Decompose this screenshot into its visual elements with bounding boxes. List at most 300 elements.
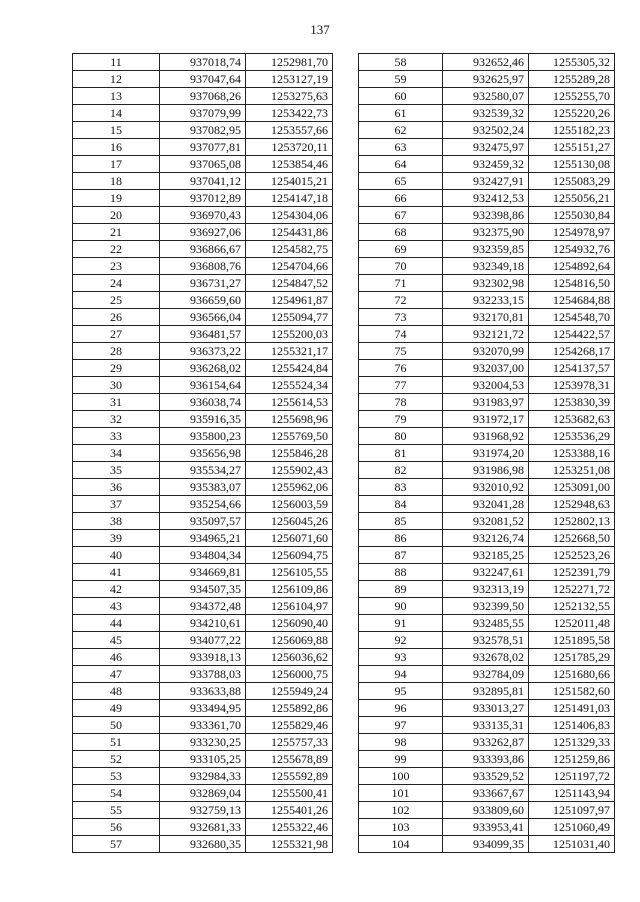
coordinate-y: 1256003,59 bbox=[246, 496, 333, 513]
table-row bbox=[73, 598, 333, 615]
point-number: 67 bbox=[359, 207, 443, 224]
coordinate-y: 1255902,43 bbox=[246, 462, 333, 479]
coordinate-x: 932359,85 bbox=[443, 241, 529, 258]
point-number: 75 bbox=[359, 343, 443, 360]
table-row bbox=[359, 564, 615, 581]
coordinate-x: 932580,07 bbox=[443, 88, 529, 105]
point-number: 46 bbox=[73, 649, 160, 666]
point-number: 23 bbox=[73, 258, 160, 275]
coordinate-y: 1255200,03 bbox=[246, 326, 333, 343]
coordinate-x: 934669,81 bbox=[160, 564, 246, 581]
coordinate-x: 932427,91 bbox=[443, 173, 529, 190]
point-number: 103 bbox=[359, 819, 443, 836]
point-number: 89 bbox=[359, 581, 443, 598]
table-row bbox=[359, 173, 615, 190]
table-row bbox=[359, 666, 615, 683]
coordinate-x: 936808,76 bbox=[160, 258, 246, 275]
coordinate-x: 931983,97 bbox=[443, 394, 529, 411]
coordinate-x: 932869,04 bbox=[160, 785, 246, 802]
point-number: 71 bbox=[359, 275, 443, 292]
coordinate-y: 1255614,53 bbox=[246, 394, 333, 411]
table-row bbox=[359, 258, 615, 275]
table-row bbox=[73, 530, 333, 547]
point-number: 11 bbox=[73, 54, 160, 71]
point-number: 20 bbox=[73, 207, 160, 224]
table-row bbox=[73, 768, 333, 785]
point-number: 59 bbox=[359, 71, 443, 88]
table-row bbox=[73, 632, 333, 649]
coordinate-y: 1255424,84 bbox=[246, 360, 333, 377]
table-row bbox=[359, 819, 615, 836]
coordinate-y: 1251680,66 bbox=[529, 666, 615, 683]
point-number: 80 bbox=[359, 428, 443, 445]
coordinate-y: 1253127,19 bbox=[246, 71, 333, 88]
table-row bbox=[73, 224, 333, 241]
table-row bbox=[359, 71, 615, 88]
table-row bbox=[73, 377, 333, 394]
coordinate-y: 1251329,33 bbox=[529, 734, 615, 751]
coordinate-y: 1253091,00 bbox=[529, 479, 615, 496]
point-number: 13 bbox=[73, 88, 160, 105]
point-number: 77 bbox=[359, 377, 443, 394]
coordinate-x: 932678,02 bbox=[443, 649, 529, 666]
coordinate-y: 1255255,70 bbox=[529, 88, 615, 105]
coordinate-x: 932247,61 bbox=[443, 564, 529, 581]
coordinate-x: 932302,98 bbox=[443, 275, 529, 292]
coordinate-x: 932759,13 bbox=[160, 802, 246, 819]
coordinate-y: 1252802,13 bbox=[529, 513, 615, 530]
coordinate-y: 1253251,08 bbox=[529, 462, 615, 479]
point-number: 16 bbox=[73, 139, 160, 156]
point-number: 12 bbox=[73, 71, 160, 88]
coordinate-x: 932475,97 bbox=[443, 139, 529, 156]
coordinate-y: 1255182,23 bbox=[529, 122, 615, 139]
table-row bbox=[359, 88, 615, 105]
table-row bbox=[73, 190, 333, 207]
coordinate-x: 933013,27 bbox=[443, 700, 529, 717]
point-number: 78 bbox=[359, 394, 443, 411]
point-number: 79 bbox=[359, 411, 443, 428]
coordinate-y: 1253682,63 bbox=[529, 411, 615, 428]
table-row bbox=[359, 802, 615, 819]
coordinate-y: 1251060,49 bbox=[529, 819, 615, 836]
table-row bbox=[359, 683, 615, 700]
coordinates-table-left bbox=[72, 53, 333, 853]
coordinate-x: 936731,27 bbox=[160, 275, 246, 292]
page-number: 137 bbox=[310, 22, 330, 37]
table-row bbox=[73, 649, 333, 666]
coordinate-x: 933788,03 bbox=[160, 666, 246, 683]
table-row bbox=[359, 411, 615, 428]
coordinate-x: 934965,21 bbox=[160, 530, 246, 547]
point-number: 25 bbox=[73, 292, 160, 309]
coordinate-y: 1255321,17 bbox=[246, 343, 333, 360]
point-number: 52 bbox=[73, 751, 160, 768]
table-row bbox=[359, 377, 615, 394]
coordinate-y: 1254892,64 bbox=[529, 258, 615, 275]
table-row bbox=[73, 717, 333, 734]
table-row bbox=[73, 615, 333, 632]
coordinate-x: 932625,97 bbox=[443, 71, 529, 88]
table-row bbox=[73, 513, 333, 530]
coordinate-y: 1255321,98 bbox=[246, 836, 333, 853]
coordinate-x: 932652,46 bbox=[443, 54, 529, 71]
coordinate-y: 1252981,70 bbox=[246, 54, 333, 71]
coordinate-y: 1254961,87 bbox=[246, 292, 333, 309]
point-number: 72 bbox=[359, 292, 443, 309]
coordinate-y: 1255698,96 bbox=[246, 411, 333, 428]
point-number: 19 bbox=[73, 190, 160, 207]
coordinate-y: 1251406,83 bbox=[529, 717, 615, 734]
table-row bbox=[73, 819, 333, 836]
table-row bbox=[359, 734, 615, 751]
point-number: 30 bbox=[73, 377, 160, 394]
coordinate-y: 1255130,08 bbox=[529, 156, 615, 173]
coordinate-y: 1254015,21 bbox=[246, 173, 333, 190]
table-row bbox=[73, 564, 333, 581]
coordinate-y: 1255151,27 bbox=[529, 139, 615, 156]
table-row bbox=[73, 88, 333, 105]
table-row bbox=[359, 581, 615, 598]
table-row bbox=[73, 496, 333, 513]
coordinate-x: 935383,07 bbox=[160, 479, 246, 496]
coordinate-y: 1251143,94 bbox=[529, 785, 615, 802]
point-number: 93 bbox=[359, 649, 443, 666]
coordinate-x: 932984,33 bbox=[160, 768, 246, 785]
coordinate-x: 933230,25 bbox=[160, 734, 246, 751]
table-row bbox=[73, 666, 333, 683]
coordinate-y: 1251031,40 bbox=[529, 836, 615, 853]
table-row bbox=[73, 411, 333, 428]
coordinate-y: 1255678,89 bbox=[246, 751, 333, 768]
coordinate-x: 931974,20 bbox=[443, 445, 529, 462]
point-number: 17 bbox=[73, 156, 160, 173]
point-number: 31 bbox=[73, 394, 160, 411]
coordinate-x: 933262,87 bbox=[443, 734, 529, 751]
coordinate-x: 936481,57 bbox=[160, 326, 246, 343]
coordinate-x: 937018,74 bbox=[160, 54, 246, 71]
coordinate-x: 932680,35 bbox=[160, 836, 246, 853]
coordinate-x: 932485,55 bbox=[443, 615, 529, 632]
point-number: 54 bbox=[73, 785, 160, 802]
coordinate-x: 934507,35 bbox=[160, 581, 246, 598]
point-number: 22 bbox=[73, 241, 160, 258]
coordinate-y: 1254932,76 bbox=[529, 241, 615, 258]
point-number: 39 bbox=[73, 530, 160, 547]
coordinate-y: 1251097,97 bbox=[529, 802, 615, 819]
coordinate-x: 932121,72 bbox=[443, 326, 529, 343]
coordinate-y: 1255305,32 bbox=[529, 54, 615, 71]
coordinate-y: 1253830,39 bbox=[529, 394, 615, 411]
coordinate-y: 1256069,88 bbox=[246, 632, 333, 649]
point-number: 33 bbox=[73, 428, 160, 445]
table-row bbox=[359, 768, 615, 785]
coordinate-y: 1256045,26 bbox=[246, 513, 333, 530]
coordinate-x: 936154,64 bbox=[160, 377, 246, 394]
table-row bbox=[73, 54, 333, 71]
coordinate-x: 935097,57 bbox=[160, 513, 246, 530]
table-row bbox=[73, 173, 333, 190]
table-row bbox=[359, 292, 615, 309]
table-row bbox=[359, 513, 615, 530]
coordinate-x: 933809,60 bbox=[443, 802, 529, 819]
coordinate-x: 934210,61 bbox=[160, 615, 246, 632]
coordinate-y: 1253388,16 bbox=[529, 445, 615, 462]
point-number: 63 bbox=[359, 139, 443, 156]
table-row bbox=[359, 462, 615, 479]
point-number: 53 bbox=[73, 768, 160, 785]
point-number: 32 bbox=[73, 411, 160, 428]
coordinate-x: 933953,41 bbox=[443, 819, 529, 836]
point-number: 85 bbox=[359, 513, 443, 530]
coordinate-y: 1252668,50 bbox=[529, 530, 615, 547]
coordinate-x: 932398,86 bbox=[443, 207, 529, 224]
point-number: 55 bbox=[73, 802, 160, 819]
coordinate-x: 935656,98 bbox=[160, 445, 246, 462]
point-number: 38 bbox=[73, 513, 160, 530]
coordinate-y: 1256036,62 bbox=[246, 649, 333, 666]
coordinate-x: 934372,48 bbox=[160, 598, 246, 615]
coordinate-y: 1255094,77 bbox=[246, 309, 333, 326]
coordinate-x: 936866,67 bbox=[160, 241, 246, 258]
coordinate-x: 932041,28 bbox=[443, 496, 529, 513]
point-number: 83 bbox=[359, 479, 443, 496]
point-number: 37 bbox=[73, 496, 160, 513]
point-number: 29 bbox=[73, 360, 160, 377]
point-number: 82 bbox=[359, 462, 443, 479]
coordinate-y: 1256000,75 bbox=[246, 666, 333, 683]
coordinate-x: 936268,02 bbox=[160, 360, 246, 377]
table-row bbox=[73, 122, 333, 139]
point-number: 21 bbox=[73, 224, 160, 241]
point-number: 86 bbox=[359, 530, 443, 547]
table-row bbox=[359, 836, 615, 853]
coordinate-y: 1251785,29 bbox=[529, 649, 615, 666]
table-row bbox=[359, 241, 615, 258]
coordinate-x: 936927,06 bbox=[160, 224, 246, 241]
table-row bbox=[73, 683, 333, 700]
point-number: 76 bbox=[359, 360, 443, 377]
coordinate-y: 1252132,55 bbox=[529, 598, 615, 615]
table-row bbox=[359, 326, 615, 343]
coordinate-y: 1252948,63 bbox=[529, 496, 615, 513]
table-row bbox=[73, 802, 333, 819]
coordinate-x: 933105,25 bbox=[160, 751, 246, 768]
coordinate-y: 1253557,66 bbox=[246, 122, 333, 139]
table-row bbox=[359, 649, 615, 666]
coordinate-y: 1254684,88 bbox=[529, 292, 615, 309]
coordinate-y: 1254137,57 bbox=[529, 360, 615, 377]
table-row bbox=[359, 445, 615, 462]
table-row bbox=[359, 139, 615, 156]
coordinate-y: 1255829,46 bbox=[246, 717, 333, 734]
coordinate-y: 1253536,29 bbox=[529, 428, 615, 445]
coordinate-x: 932375,90 bbox=[443, 224, 529, 241]
coordinate-x: 935534,27 bbox=[160, 462, 246, 479]
point-number: 94 bbox=[359, 666, 443, 683]
coordinate-y: 1252523,26 bbox=[529, 547, 615, 564]
table-row bbox=[359, 54, 615, 71]
point-number: 60 bbox=[359, 88, 443, 105]
coordinate-x: 932539,32 bbox=[443, 105, 529, 122]
point-number: 91 bbox=[359, 615, 443, 632]
coordinate-x: 932399,50 bbox=[443, 598, 529, 615]
coordinate-y: 1255769,50 bbox=[246, 428, 333, 445]
coordinate-x: 933918,13 bbox=[160, 649, 246, 666]
coordinate-x: 932784,09 bbox=[443, 666, 529, 683]
coordinate-y: 1253978,31 bbox=[529, 377, 615, 394]
point-number: 102 bbox=[359, 802, 443, 819]
point-number: 95 bbox=[359, 683, 443, 700]
point-number: 41 bbox=[73, 564, 160, 581]
table-row bbox=[73, 105, 333, 122]
table-row bbox=[73, 751, 333, 768]
coordinate-y: 1256071,60 bbox=[246, 530, 333, 547]
coordinate-y: 1255962,06 bbox=[246, 479, 333, 496]
coordinate-x: 932070,99 bbox=[443, 343, 529, 360]
point-number: 58 bbox=[359, 54, 443, 71]
coordinate-x: 931986,98 bbox=[443, 462, 529, 479]
table-row bbox=[73, 275, 333, 292]
table-row bbox=[73, 734, 333, 751]
coordinates-table-right bbox=[358, 53, 615, 853]
table-row bbox=[359, 717, 615, 734]
table-row bbox=[359, 394, 615, 411]
point-number: 84 bbox=[359, 496, 443, 513]
coordinate-x: 936566,04 bbox=[160, 309, 246, 326]
coordinate-y: 1251582,60 bbox=[529, 683, 615, 700]
point-number: 57 bbox=[73, 836, 160, 853]
table-row bbox=[73, 207, 333, 224]
point-number: 74 bbox=[359, 326, 443, 343]
table-row bbox=[359, 700, 615, 717]
point-number: 24 bbox=[73, 275, 160, 292]
table-row bbox=[73, 258, 333, 275]
coordinate-x: 935254,66 bbox=[160, 496, 246, 513]
coordinate-x: 936373,22 bbox=[160, 343, 246, 360]
coordinate-x: 936659,60 bbox=[160, 292, 246, 309]
coordinate-x: 932349,18 bbox=[443, 258, 529, 275]
coordinate-x: 937041,12 bbox=[160, 173, 246, 190]
coordinate-x: 934804,34 bbox=[160, 547, 246, 564]
coordinate-x: 931972,17 bbox=[443, 411, 529, 428]
coordinate-x: 932185,25 bbox=[443, 547, 529, 564]
coordinate-x: 932502,24 bbox=[443, 122, 529, 139]
point-number: 69 bbox=[359, 241, 443, 258]
coordinate-y: 1254582,75 bbox=[246, 241, 333, 258]
table-row bbox=[359, 615, 615, 632]
coordinate-x: 933529,52 bbox=[443, 768, 529, 785]
table-row bbox=[73, 292, 333, 309]
point-number: 18 bbox=[73, 173, 160, 190]
coordinate-x: 933633,88 bbox=[160, 683, 246, 700]
table-row bbox=[359, 496, 615, 513]
point-number: 40 bbox=[73, 547, 160, 564]
coordinate-y: 1254816,50 bbox=[529, 275, 615, 292]
coordinate-y: 1251491,03 bbox=[529, 700, 615, 717]
point-number: 14 bbox=[73, 105, 160, 122]
coordinate-x: 932459,32 bbox=[443, 156, 529, 173]
table-row bbox=[359, 343, 615, 360]
coordinate-x: 932895,81 bbox=[443, 683, 529, 700]
coordinate-y: 1252271,72 bbox=[529, 581, 615, 598]
table-row bbox=[359, 530, 615, 547]
coordinate-y: 1255592,89 bbox=[246, 768, 333, 785]
coordinate-x: 934077,22 bbox=[160, 632, 246, 649]
point-number: 51 bbox=[73, 734, 160, 751]
table-row bbox=[73, 428, 333, 445]
table-row bbox=[359, 105, 615, 122]
point-number: 81 bbox=[359, 445, 443, 462]
point-number: 35 bbox=[73, 462, 160, 479]
coordinate-x: 935800,23 bbox=[160, 428, 246, 445]
coordinate-x: 933135,31 bbox=[443, 717, 529, 734]
table-row bbox=[73, 547, 333, 564]
point-number: 45 bbox=[73, 632, 160, 649]
coordinate-x: 937079,99 bbox=[160, 105, 246, 122]
table-row bbox=[73, 360, 333, 377]
coordinate-x: 937065,08 bbox=[160, 156, 246, 173]
coordinate-y: 1255401,26 bbox=[246, 802, 333, 819]
coordinate-y: 1254704,66 bbox=[246, 258, 333, 275]
point-number: 92 bbox=[359, 632, 443, 649]
point-number: 50 bbox=[73, 717, 160, 734]
point-number: 73 bbox=[359, 309, 443, 326]
point-number: 96 bbox=[359, 700, 443, 717]
coordinate-y: 1254147,18 bbox=[246, 190, 333, 207]
table-row bbox=[359, 190, 615, 207]
coordinate-y: 1251259,86 bbox=[529, 751, 615, 768]
table-row bbox=[359, 360, 615, 377]
table-row bbox=[359, 122, 615, 139]
table-row bbox=[73, 326, 333, 343]
coordinate-y: 1256090,40 bbox=[246, 615, 333, 632]
table-row bbox=[359, 275, 615, 292]
coordinate-x: 935916,35 bbox=[160, 411, 246, 428]
coordinate-x: 933494,95 bbox=[160, 700, 246, 717]
point-number: 87 bbox=[359, 547, 443, 564]
coordinate-y: 1255846,28 bbox=[246, 445, 333, 462]
point-number: 43 bbox=[73, 598, 160, 615]
table-row bbox=[359, 224, 615, 241]
coordinate-y: 1254422,57 bbox=[529, 326, 615, 343]
point-number: 101 bbox=[359, 785, 443, 802]
coordinate-y: 1251895,58 bbox=[529, 632, 615, 649]
coordinate-y: 1254978,97 bbox=[529, 224, 615, 241]
coordinate-x: 936038,74 bbox=[160, 394, 246, 411]
table-row bbox=[73, 479, 333, 496]
coordinate-x: 931968,92 bbox=[443, 428, 529, 445]
coordinate-y: 1252011,48 bbox=[529, 615, 615, 632]
coordinate-y: 1254847,52 bbox=[246, 275, 333, 292]
coordinate-y: 1255949,24 bbox=[246, 683, 333, 700]
coordinate-x: 932233,15 bbox=[443, 292, 529, 309]
coordinate-y: 1255083,29 bbox=[529, 173, 615, 190]
table-row bbox=[359, 547, 615, 564]
coordinate-x: 934099,35 bbox=[443, 836, 529, 853]
coordinate-y: 1253854,46 bbox=[246, 156, 333, 173]
coordinate-x: 932313,19 bbox=[443, 581, 529, 598]
table-row bbox=[73, 394, 333, 411]
coordinate-y: 1253275,63 bbox=[246, 88, 333, 105]
table-row bbox=[73, 462, 333, 479]
point-number: 48 bbox=[73, 683, 160, 700]
table-row bbox=[359, 785, 615, 802]
point-number: 26 bbox=[73, 309, 160, 326]
coordinate-y: 1256104,97 bbox=[246, 598, 333, 615]
coordinate-y: 1256094,75 bbox=[246, 547, 333, 564]
point-number: 44 bbox=[73, 615, 160, 632]
